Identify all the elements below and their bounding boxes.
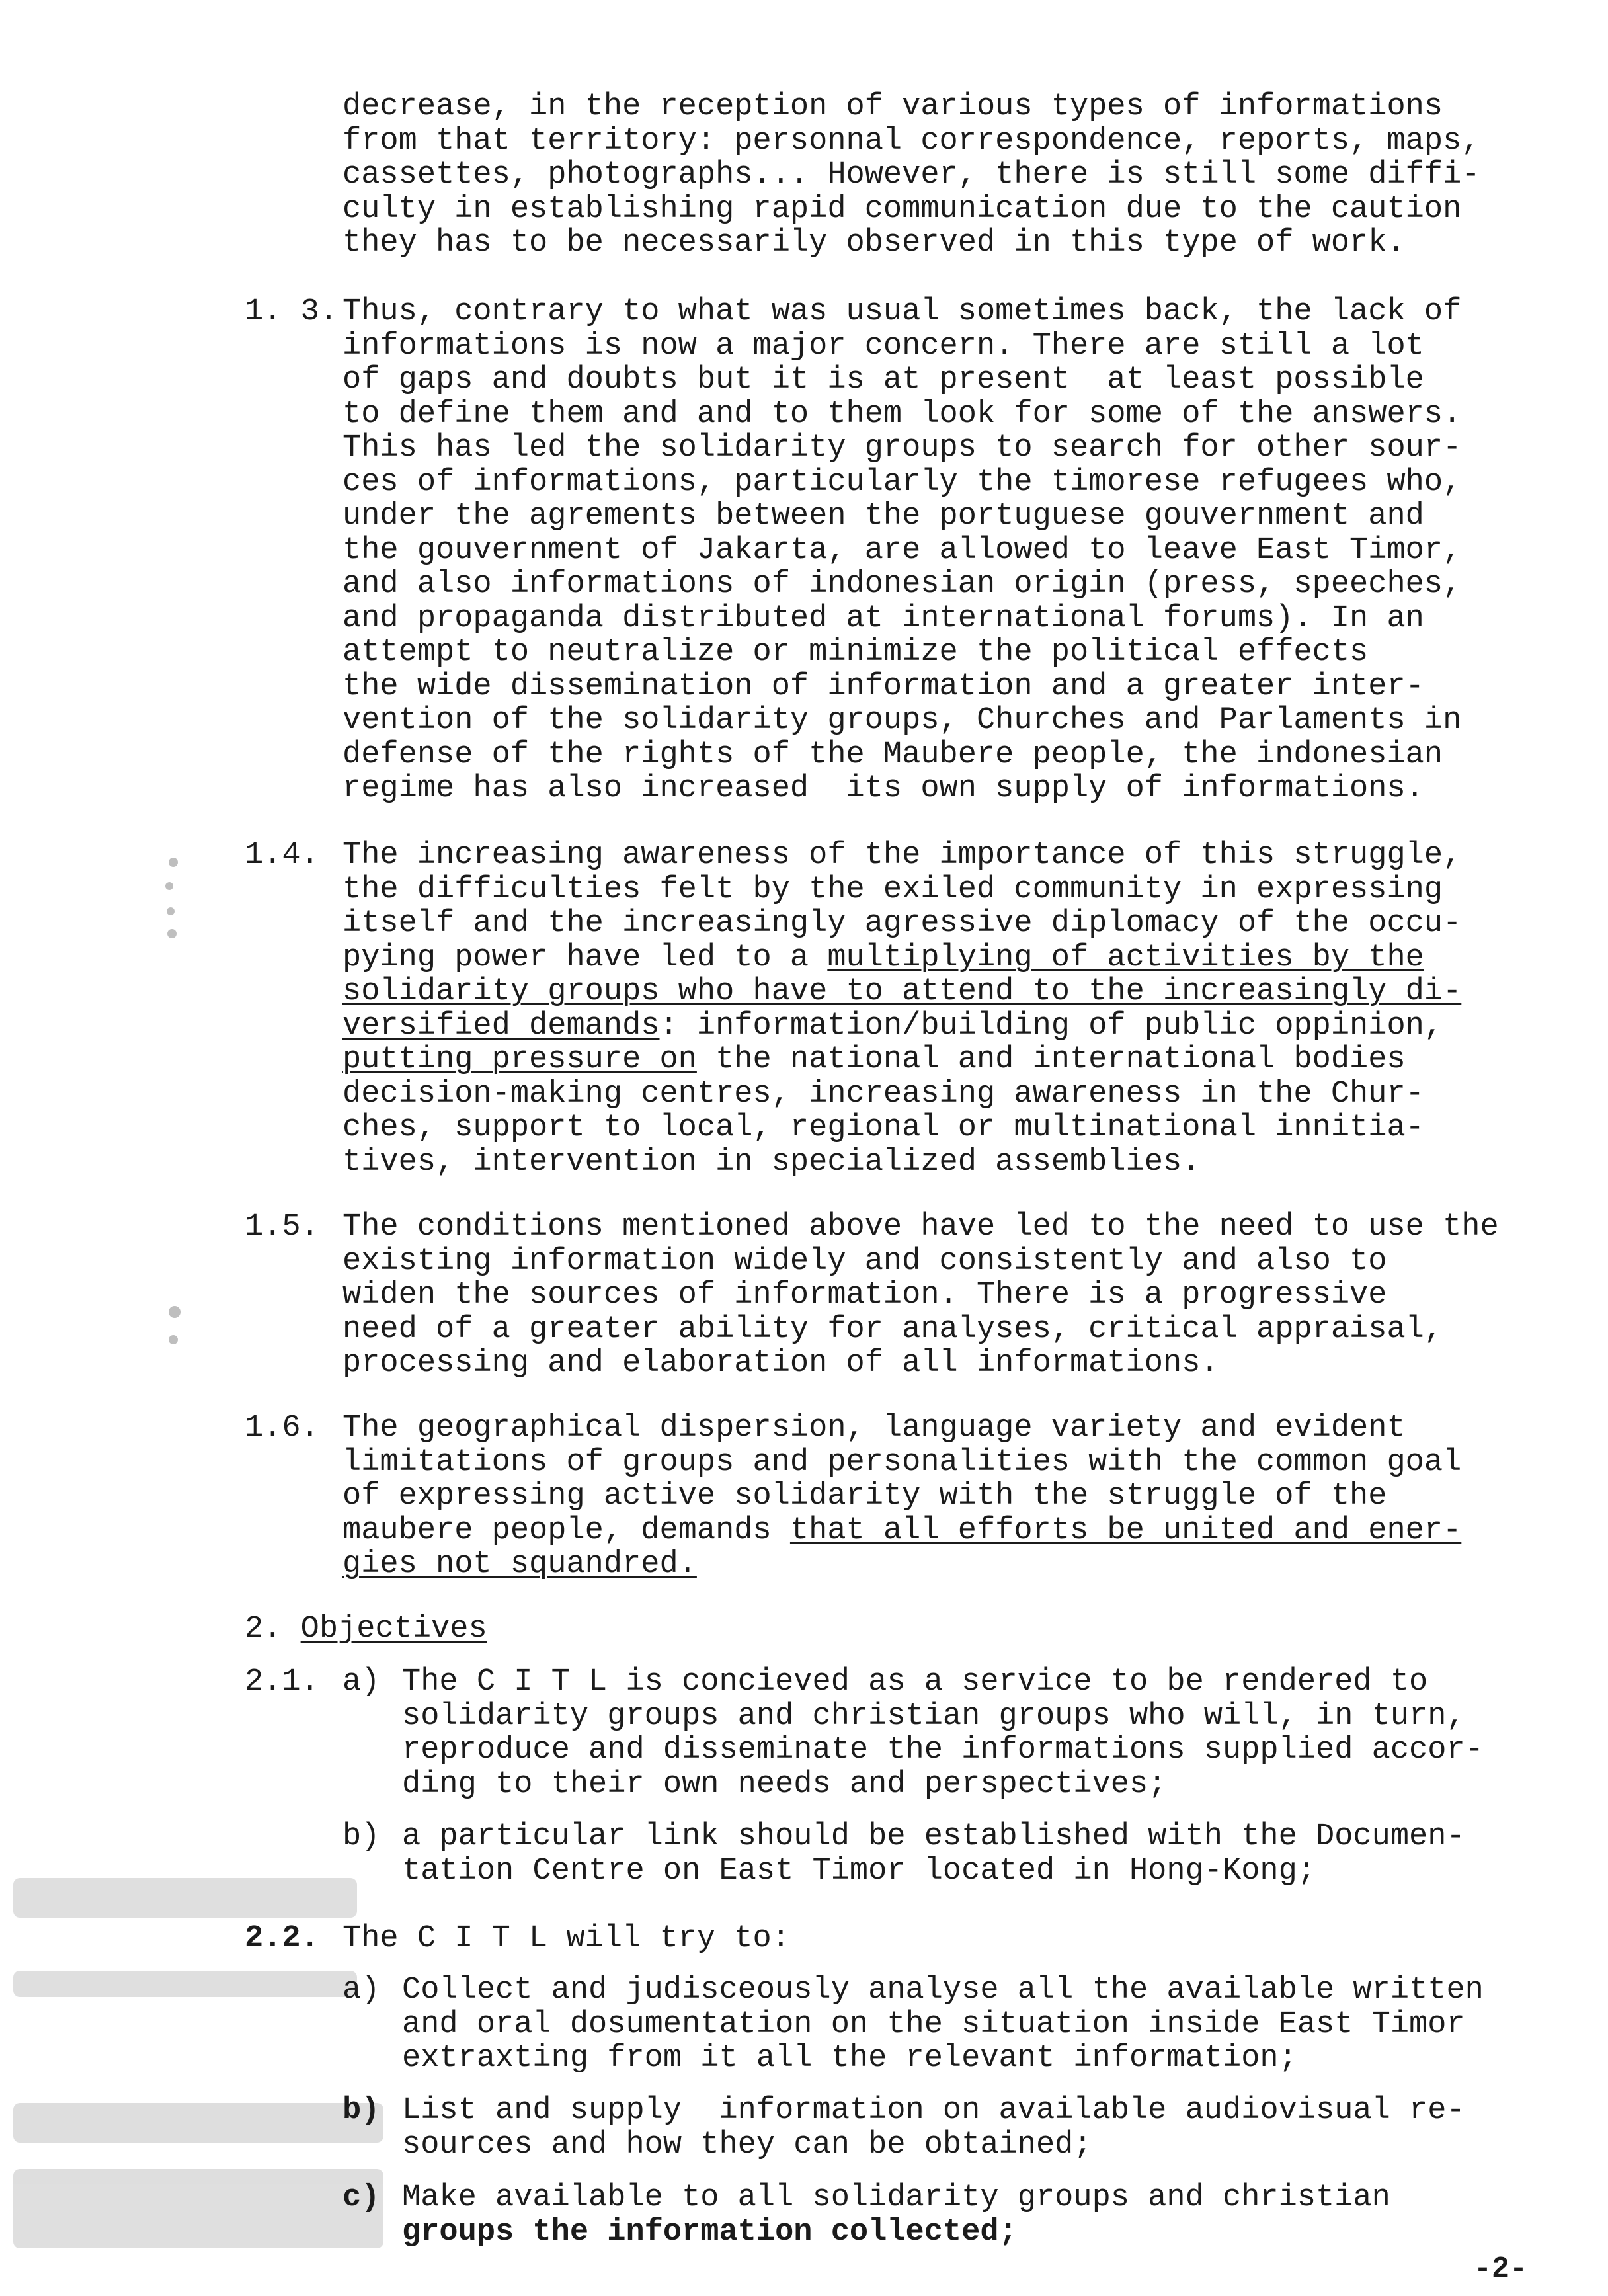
text-line: existing information widely and consistently and also to <box>342 1243 1387 1279</box>
text-line: tives, intervention in specialized assemblies. <box>342 1144 1201 1180</box>
text-line: cassettes, photographs... However, there is still some diffi- <box>342 157 1480 192</box>
text-line: and propaganda distributed at international forums). In an <box>342 600 1424 636</box>
text-segment: pying power have led to a <box>342 940 828 975</box>
text-line: to define them and and to them look for some of the answers. <box>342 396 1462 432</box>
underlined-text: putting pressure on <box>342 1042 697 1077</box>
text-line: regime has also increased its own supply of informations. <box>342 771 1424 806</box>
text-line: defense of the rights of the Maubere people, the indonesian <box>342 737 1443 772</box>
section-number: 1.6. <box>245 1411 319 1446</box>
text-line <box>342 1043 1559 1077</box>
item-marker: c) <box>342 2180 380 2215</box>
item-marker: a) <box>342 1973 380 2008</box>
text-line <box>342 1547 1559 1582</box>
text-line: List and supply information on available audiovisual re- <box>402 2093 1465 2128</box>
section-2-heading <box>245 1612 487 1647</box>
text-line: from that territory: personnal correspondence, reports, maps, <box>342 123 1480 159</box>
section-number: 1. 3. <box>245 294 339 329</box>
text-line: reproduce and disseminate the informations supplied accor- <box>402 1733 1484 1768</box>
text-line: and oral dosumentation on the situation inside East Timor <box>402 2006 1465 2042</box>
text-line: decision-making centres, increasing awareness in the Chur- <box>342 1076 1424 1112</box>
text-line: sources and how they can be obtained; <box>402 2127 1092 2162</box>
text-line: ces of informations, particularly the timorese refugees who, <box>342 464 1462 500</box>
text-line: extraxting from it all the relevant information; <box>402 2041 1297 2076</box>
text-line: This has led the solidarity groups to search for other sour- <box>342 430 1462 466</box>
text-line: processing and elaboration of all informations. <box>342 1346 1219 1381</box>
text-line: The conditions mentioned above have led to the need to use the <box>342 1210 1499 1245</box>
underlined-text: gies not squandred. <box>342 1547 697 1582</box>
text-line: they has to be necessarily observed in this type of work. <box>342 226 1406 261</box>
text-line: the wide dissemination of information and a greater inter- <box>342 669 1424 704</box>
underlined-text: versified demands <box>342 1008 660 1044</box>
text-line: under the agrements between the portuguese gouvernment and <box>342 499 1424 534</box>
text-line: itself and the increasingly agressive diplomacy of the occu- <box>342 906 1462 941</box>
text-line <box>342 941 1559 975</box>
page-number: -2- <box>1473 2252 1527 2286</box>
text-line <box>342 975 1559 1009</box>
item-marker: a) <box>342 1664 380 1700</box>
text-line: The geographical dispersion, language variety and evident <box>342 1411 1406 1446</box>
text-line: limitations of groups and personalities with the common goal <box>342 1444 1462 1480</box>
section-number: 2.2. <box>245 1921 319 1956</box>
text-line: ches, support to local, regional or multinational innitia- <box>342 1110 1424 1145</box>
underlined-text: that all efforts be united and ener- <box>789 1512 1462 1548</box>
text-line: informations is now a major concern. There are still a lot <box>342 328 1424 364</box>
text-line: a particular link should be established with the Documen- <box>402 1819 1465 1854</box>
section-number: 2.1. <box>245 1664 319 1700</box>
item-marker: b) <box>342 1819 380 1854</box>
text-segment: : information/building of public oppinion, <box>659 1008 1443 1044</box>
text-line: groups the information collected; <box>402 2214 1018 2250</box>
text-line: the gouvernment of Jakarta, are allowed to leave East Timor, <box>342 532 1462 568</box>
text-line: of gaps and doubts but it is at present at least possible <box>342 362 1424 397</box>
text-line: need of a greater ability for analyses, critical appraisal, <box>342 1311 1443 1347</box>
text-line: solidarity groups and christian groups who will, in turn, <box>402 1698 1465 1734</box>
text-line: The C I T L is concieved as a service to be rendered to <box>402 1664 1428 1700</box>
text-line: vention of the solidarity groups, Churches and Parlaments in <box>342 703 1462 738</box>
text-line <box>342 1009 1559 1044</box>
text-line: Make available to all solidarity groups and christian <box>402 2180 1390 2215</box>
text-line: the difficulties felt by the exiled community in expressing <box>342 872 1443 907</box>
text-line: The C I T L will try to: <box>342 1921 790 1956</box>
text-line: ding to their own needs and perspectives; <box>402 1766 1167 1802</box>
text-segment: the national and international bodies <box>696 1042 1406 1077</box>
section-number: 1.5. <box>245 1210 319 1245</box>
text-line: The increasing awareness of the importance of this struggle, <box>342 838 1462 873</box>
text-line: widen the sources of information. There is a progressive <box>342 1278 1387 1313</box>
text-line: Thus, contrary to what was usual sometimes back, the lack of <box>342 294 1462 329</box>
text-line: of expressing active solidarity with the struggle of the <box>342 1479 1387 1514</box>
underlined-text: multiplying of activities by the <box>827 940 1424 975</box>
section-number: 1.4. <box>245 838 319 873</box>
text-line: Collect and judisceously analyse all the available written <box>402 1973 1484 2008</box>
section-number: 2. <box>245 1612 301 1647</box>
text-line: culty in establishing rapid communication due to the caution <box>342 191 1462 227</box>
section-title: Objectives <box>300 1612 487 1647</box>
item-marker: b) <box>342 2093 380 2128</box>
text-line: decrease, in the reception of various types of informations <box>342 89 1443 124</box>
underlined-text: solidarity groups who have to attend to the increasingly di- <box>342 974 1462 1009</box>
text-line: and also informations of indonesian origin (press, speeches, <box>342 567 1462 602</box>
text-line: attempt to neutralize or minimize the political effects <box>342 635 1369 670</box>
text-line: tation Centre on East Timor located in Hong-Kong; <box>402 1853 1316 1889</box>
text-segment: maubere people, demands <box>342 1512 790 1548</box>
text-line <box>342 1514 1559 1548</box>
